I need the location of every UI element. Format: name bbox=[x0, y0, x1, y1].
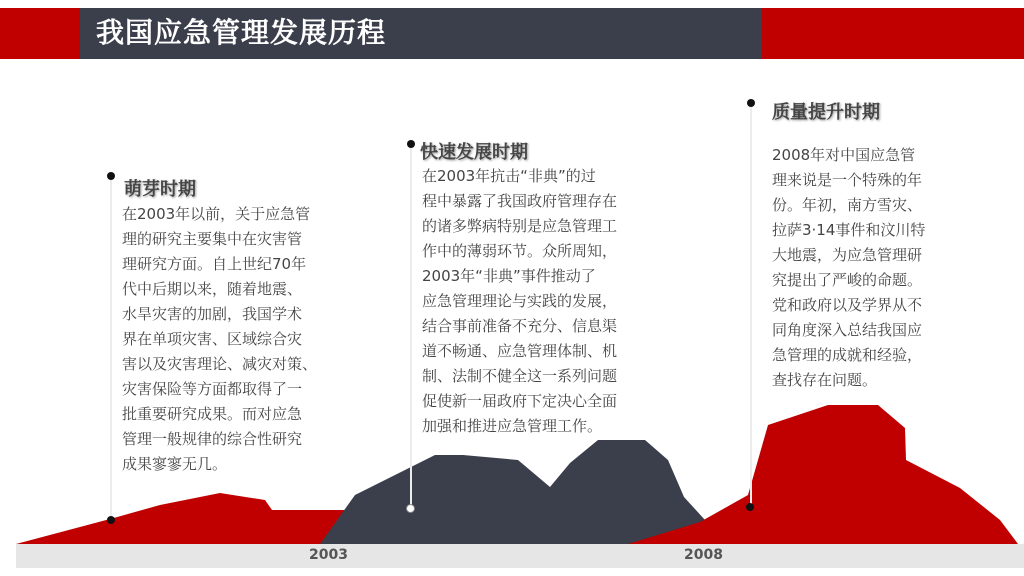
year-label-2003: 2003 bbox=[309, 547, 348, 563]
period-2-pin-head bbox=[407, 140, 415, 148]
year-label-2008: 2008 bbox=[684, 547, 723, 563]
period-1-title: 萌芽时期 bbox=[124, 179, 196, 200]
mountain-left bbox=[16, 493, 355, 544]
period-2-pin-base bbox=[406, 504, 415, 513]
period-3-pin-base bbox=[746, 503, 754, 511]
period-2-title: 快速发展时期 bbox=[420, 142, 528, 163]
period-1-pin-line bbox=[110, 176, 112, 520]
mountain-middle bbox=[320, 440, 705, 544]
page-title: 我国应急管理发展历程 bbox=[96, 16, 387, 49]
period-1-pin-base bbox=[107, 516, 115, 524]
timeline-axis bbox=[16, 544, 1024, 568]
period-3-pin-head bbox=[747, 99, 755, 107]
period-1-pin-head bbox=[107, 172, 115, 180]
period-1-text: 在2003年以前，关于应急管 理的研究主要集中在灾害管 理研究方面。自上世纪70年 代中后期以来，随着地震、 水旱灾害的加剧，我国学术 界在单项灾害、区域综合灾 害以及灾害理论、减灾对策、 灾害保险等方面都取得了一 批重要研究成果。而对应急 管理一般规律的综合性研究 成果寥寥无几。 bbox=[122, 205, 318, 473]
period-3-title: 质量提升时期 bbox=[772, 102, 880, 123]
period-3-text: 2008年对中国应急管 理来说是一个特殊的年 份。年初，南方雪灾、 拉萨3·14事件和汶川特 大地震，为应急管理研 究提出了严峻的命题。 党和政府以及学界从不 同角度深入总结我国应 急管理的成就和经验， 查找存在问题。 bbox=[772, 146, 926, 389]
period-2-text: 在2003年抗击“非典”的过 程中暴露了我国政府管理存在 的诸多弊病特别是应急管理工 作中的薄弱环节。众所周知， 2003年“非典”事件推动了 应急管理理论与实践的发展， 结合事前准备不充分、信息渠 道不畅通、应急管理体制、机 制、法制不健全这一系列问题 促使新一届政府下定决心全面 加强和推进应急管理工作。 bbox=[422, 167, 618, 435]
period-2-pin-line bbox=[410, 145, 412, 507]
period-3-pin-line bbox=[750, 104, 752, 507]
